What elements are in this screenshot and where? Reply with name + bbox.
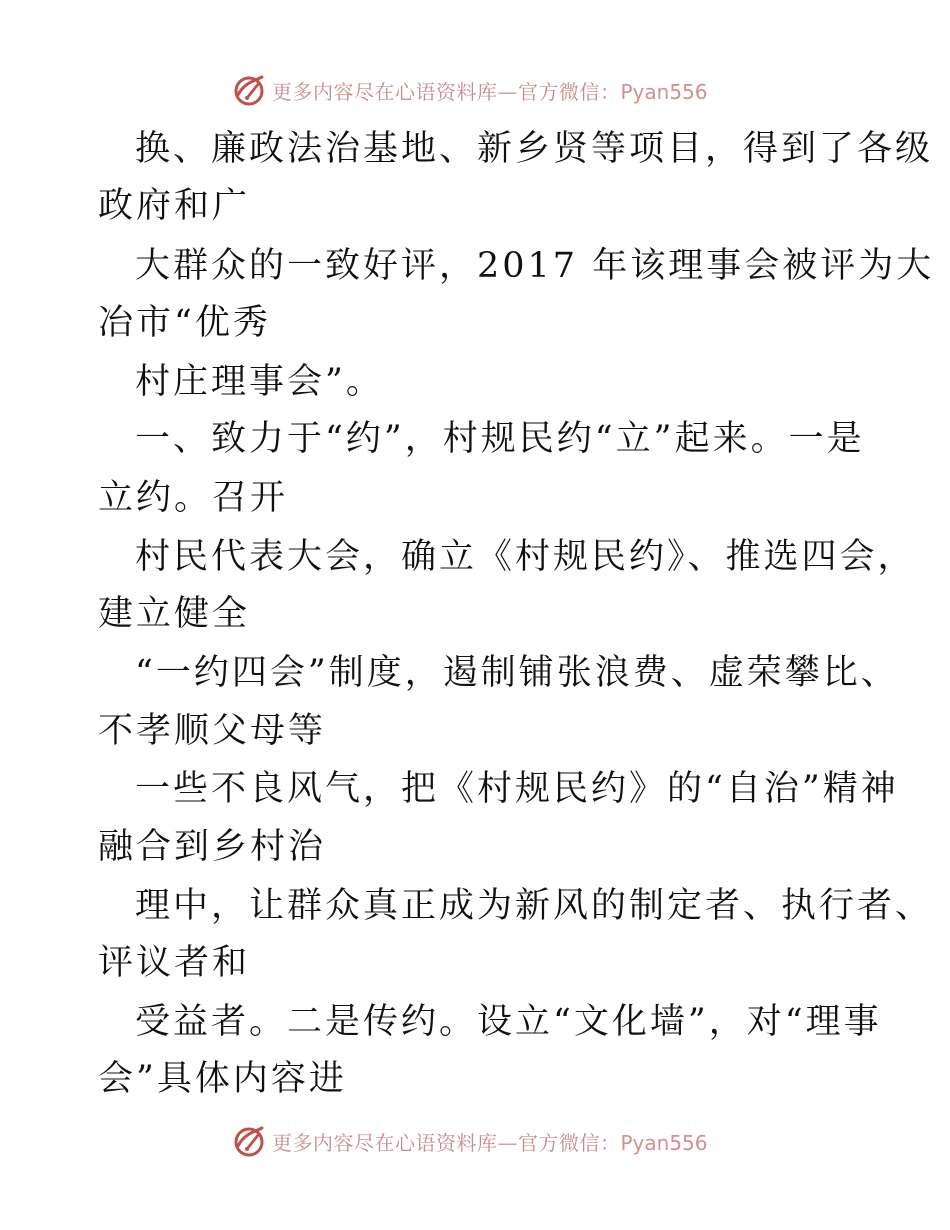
text-line: 换、廉政法治基地、新乡贤等项目，得到了各级 [135, 129, 934, 169]
text-line: 村民代表大会，确立《村规民约》、推选四会， [135, 537, 916, 577]
text-line: 理中，让群众真正成为新风的制定者、执行者、 [135, 886, 934, 926]
pen-swirl-logo-icon [232, 73, 266, 107]
pen-swirl-logo-icon [232, 1124, 266, 1158]
watermark-handle: Pyan556 [620, 79, 708, 104]
text-line: 评议者和 [98, 943, 251, 983]
text-line: “一约四会”制度，遏制铺张浪费、虚荣攀比、 [135, 653, 899, 693]
text-line: 冶市“优秀 [98, 303, 271, 343]
text-line: 不孝顺父母等 [98, 711, 327, 751]
text-line: 立约。召开 [98, 478, 289, 518]
text-line: 政府和广 [98, 186, 251, 226]
watermark-text [272, 1127, 708, 1156]
text-line: 一、致力于“约”，村规民约“立”起来。一是 [135, 419, 865, 459]
text-line: 会”具体内容进 [98, 1059, 347, 1099]
header-watermark [232, 70, 712, 110]
watermark-separator: — [497, 79, 518, 104]
watermark-text [272, 76, 708, 105]
text-line: 大群众的一致好评，2017 年该理事会被评为大 [135, 246, 935, 286]
watermark-official: 官方微信： [518, 1130, 621, 1155]
text-line: 受益者。二是传约。设立“文化墙”，对“理事 [135, 1002, 882, 1042]
watermark-official: 官方微信： [518, 79, 621, 104]
text-line: 融合到乡村治 [98, 827, 327, 867]
watermark-separator: — [497, 1130, 518, 1155]
footer-watermark [232, 1121, 712, 1161]
text-line: 建立健全 [98, 594, 251, 634]
text-line: 一些不良风气，把《村规民约》的“自治”精神 [135, 769, 899, 809]
text-line: 村庄理事会”。 [135, 362, 384, 402]
watermark-brand: 更多内容尽在心语资料库 [272, 79, 498, 104]
watermark-brand: 更多内容尽在心语资料库 [272, 1130, 498, 1155]
watermark-handle: Pyan556 [620, 1130, 708, 1155]
